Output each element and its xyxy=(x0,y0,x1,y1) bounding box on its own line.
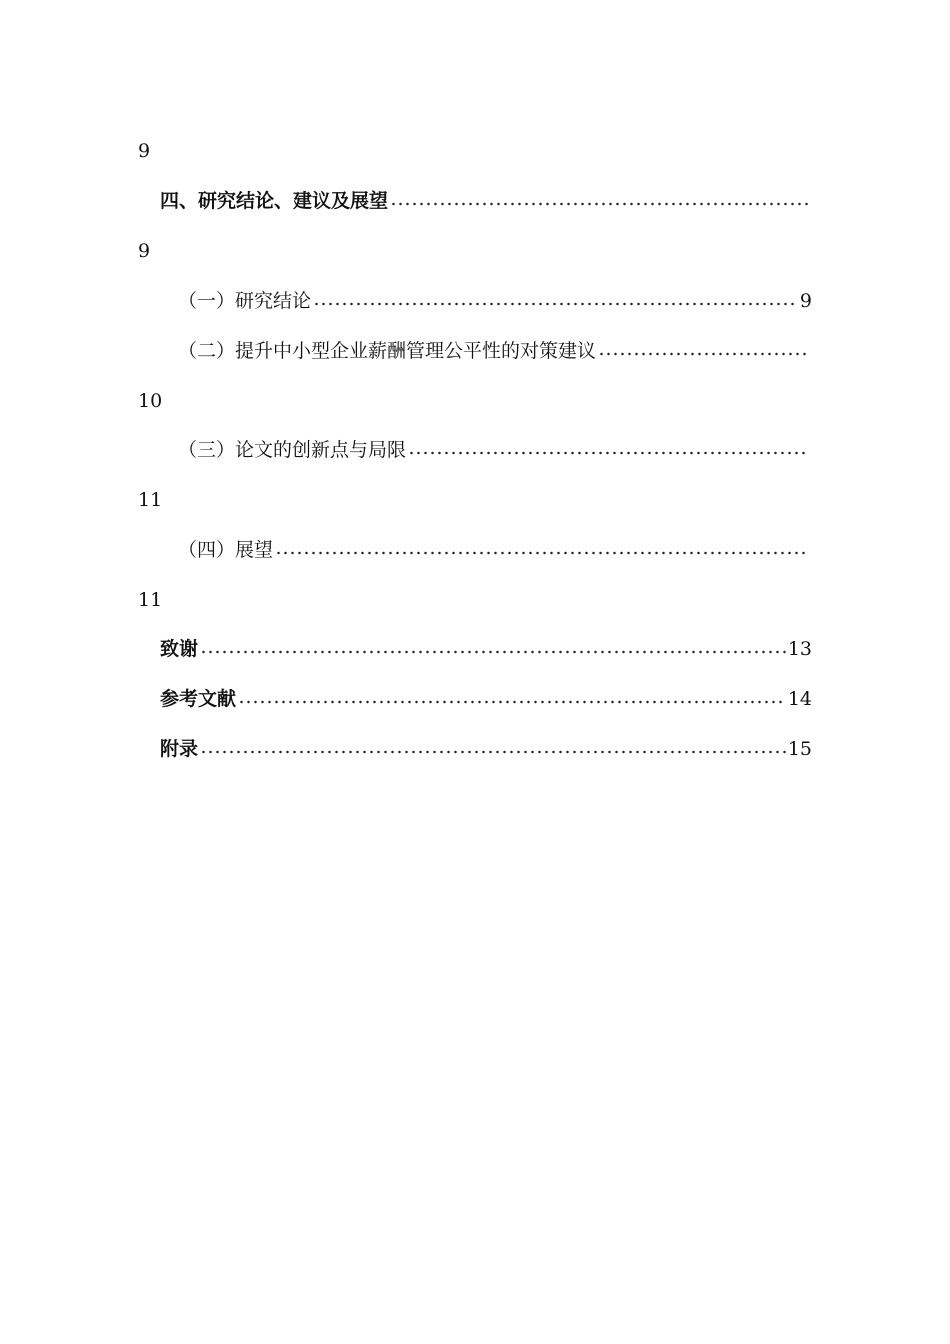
toc-entry-page-number: 9 xyxy=(799,290,812,312)
toc-entry-label: （二）提升中小型企业薪酬管理公平性的对策建议 xyxy=(178,340,597,362)
toc-entry-label: 致谢 xyxy=(160,638,199,660)
toc-dot-leader xyxy=(390,202,808,206)
toc-entry-page-number: 11 xyxy=(138,589,163,611)
toc-entry-label: 四、研究结论、建议及展望 xyxy=(160,190,389,212)
toc-dot-leader xyxy=(275,551,808,555)
toc-entry-chapter-4[interactable] xyxy=(160,186,810,216)
toc-entry-page-number: 11 xyxy=(138,489,163,511)
toc-entry-label: （一）研究结论 xyxy=(178,290,312,312)
toc-entry-label: 附录 xyxy=(160,738,199,760)
toc-entry-section-4-3[interactable] xyxy=(178,435,810,465)
toc-entry-label: （四）展望 xyxy=(178,539,274,561)
toc-entry-section-4-2[interactable] xyxy=(178,336,810,366)
toc-dot-leader xyxy=(238,700,786,704)
toc-entry-page-number: 9 xyxy=(138,240,151,262)
toc-entry-section-4-4[interactable] xyxy=(178,535,810,565)
toc-entry-references[interactable] xyxy=(160,684,812,714)
toc-entry-page-number: 10 xyxy=(138,390,163,412)
toc-dot-leader xyxy=(200,650,786,654)
toc-entry-section-4-1[interactable] xyxy=(178,286,812,316)
toc-entry-label: （三）论文的创新点与局限 xyxy=(178,439,407,461)
toc-orphan-page-number: 9 xyxy=(138,140,151,162)
toc-entry-label: 参考文献 xyxy=(160,688,237,710)
toc-entry-page-number: 15 xyxy=(787,738,812,760)
toc-dot-leader xyxy=(598,352,808,356)
toc-dot-leader xyxy=(313,302,798,306)
toc-dot-leader xyxy=(200,750,786,754)
toc-entry-appendix[interactable] xyxy=(160,734,812,764)
toc-entry-page-number: 14 xyxy=(787,688,812,710)
toc-entry-page-number: 13 xyxy=(787,638,812,660)
toc-entry-acknowledgements[interactable] xyxy=(160,634,812,664)
toc-dot-leader xyxy=(408,451,808,455)
